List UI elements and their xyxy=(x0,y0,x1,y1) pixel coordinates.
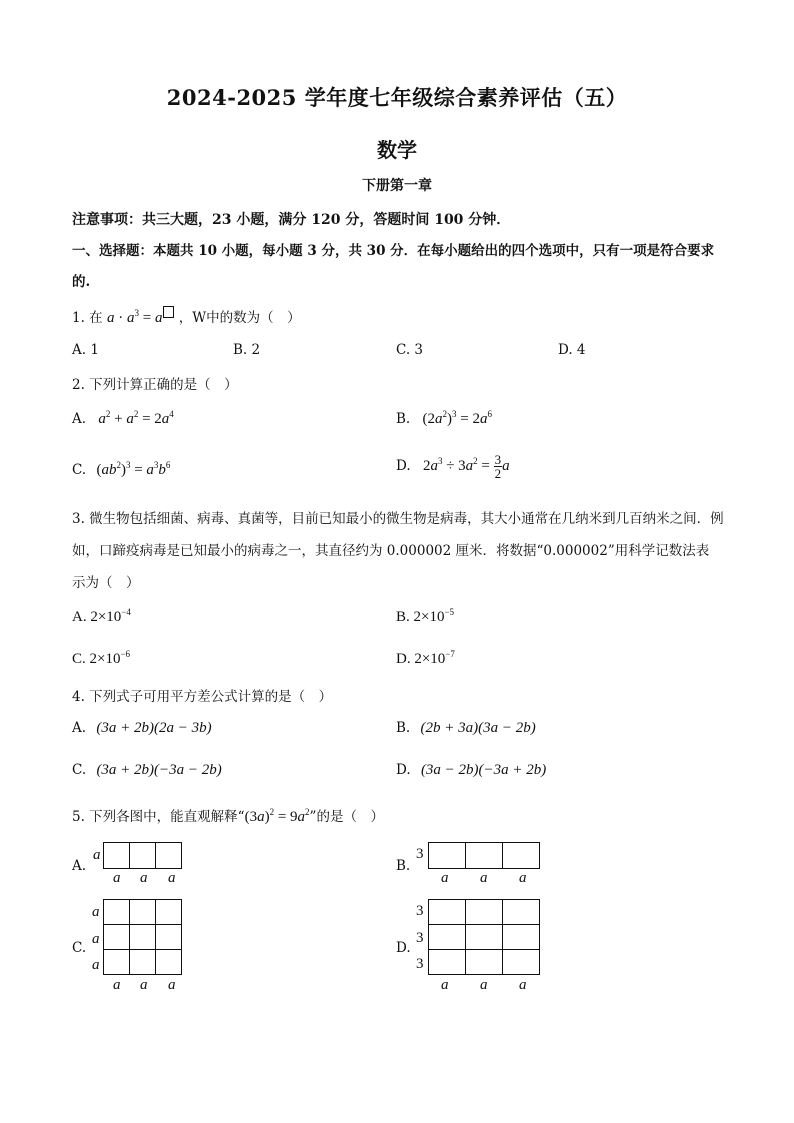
section1-instructions-cont: 的. xyxy=(72,274,91,290)
question-3-line2: 如，口蹄疫病毒是已知最小的病毒之一，其直径约为 0.000002 厘米．将数据“0.000002”用科学记数法表 xyxy=(72,543,710,559)
q3-option-c[interactable]: C. $2\times 10^{-6}$ xyxy=(72,649,131,667)
q4-option-b[interactable]: B. (2b + 3a)(3a − 2b) xyxy=(396,720,536,736)
q5-option-d-label[interactable]: D. xyxy=(396,940,411,956)
q5c-bottom-label-2: a xyxy=(140,977,148,993)
question-4: 4. 下列式子可用平方差公式计算的是（ ） xyxy=(72,689,333,705)
q2-option-b[interactable]: B. $(2a^2)^3 = 2a^6$ xyxy=(396,409,492,427)
q3-option-b[interactable]: B. $2\times 10^{-5}$ xyxy=(396,607,455,625)
q5b-bottom-label-2: a xyxy=(480,870,488,886)
notice: 注意事项：共三大题，23 小题，满分 120 分，答题时间 100 分钟． xyxy=(72,212,511,228)
q2-option-a[interactable]: A. $a^2 + a^2 = 2a^4$ xyxy=(72,409,174,427)
section1-instructions: 一、选择题：本题共 10 小题，每小题 3 分，共 30 分．在每小题给出的四个选项中，只有一项是符合要求 xyxy=(72,243,715,259)
q5a-bottom-label-1: a xyxy=(113,870,121,886)
q5d-bottom-label-1: a xyxy=(441,977,449,993)
q2-option-c[interactable]: C. $(ab^2)^3 = a^3b^6$ xyxy=(72,460,171,478)
q3-option-d[interactable]: D. $2\times 10^{-7}$ xyxy=(396,649,455,667)
q4-option-a[interactable]: A. (3a + 2b)(2a − 3b) xyxy=(72,720,212,736)
q1-suffix: ，W中的数为（ ） xyxy=(178,310,301,326)
exam-title: 2024-2025 学年度七年级综合素养评估（五） xyxy=(166,85,628,110)
question-1 xyxy=(72,306,301,327)
q3-option-a[interactable]: A. $2\times 10^{-4}$ xyxy=(72,607,131,625)
q5d-bottom-label-3: a xyxy=(519,977,527,993)
q5-figure-d[interactable] xyxy=(428,899,540,975)
q5-figure-c[interactable] xyxy=(103,899,182,975)
q5-figure-a[interactable] xyxy=(103,842,182,869)
q5-option-c-label[interactable]: C. xyxy=(72,940,87,956)
q5c-bottom-label-3: a xyxy=(168,977,176,993)
q4-option-d[interactable]: D. (3a − 2b)(−3a + 2b) xyxy=(396,762,547,778)
q5a-side-label: a xyxy=(93,847,101,863)
q2-option-d[interactable]: D. $2a^3 \div 3a^2$ = $\frac{3}{2}$ a xyxy=(396,452,510,481)
q1-option-c[interactable]: C. 3 xyxy=(396,342,424,358)
q1-option-d[interactable]: D. 4 xyxy=(558,342,586,358)
q5a-bottom-label-3: a xyxy=(168,870,176,886)
q4-option-c[interactable]: C. (3a + 2b)(−3a − 2b) xyxy=(72,762,222,778)
q1-prefix: 1. 在 xyxy=(72,310,103,326)
q5c-side-label-1: a xyxy=(92,904,100,920)
q5d-side-label-3: 3 xyxy=(416,956,424,972)
question-3-line3: 示为（ ） xyxy=(72,575,140,591)
q5c-bottom-label-1: a xyxy=(113,977,121,993)
q1-formula: $a \cdot a^3 = a$ xyxy=(107,310,174,326)
subject-title: 数学 xyxy=(377,138,417,162)
q5-option-b-label[interactable]: B. xyxy=(396,858,411,874)
question-2: 2. 下列计算正确的是（ ） xyxy=(72,377,238,393)
q5d-side-label-2: 3 xyxy=(416,930,424,946)
q1-option-b[interactable]: B. 2 xyxy=(233,342,261,358)
chapter-title: 下册第一章 xyxy=(362,178,432,194)
q5-option-a-label[interactable]: A. xyxy=(72,858,87,874)
q5a-bottom-label-2: a xyxy=(140,870,148,886)
q5-figure-b[interactable] xyxy=(428,842,540,869)
q5b-bottom-label-1: a xyxy=(441,870,449,886)
question-5: 5. 下列各图中，能直观解释“$(3a)^2 = 9a^2$”的是（ ） xyxy=(72,807,384,825)
q1-option-a[interactable]: A. 1 xyxy=(72,342,99,358)
question-3-line1: 3. 微生物包括细菌、病毒、真菌等，目前已知最小的微生物是病毒，其大小通常在几纳米到几百纳米之间．例 xyxy=(72,511,724,527)
q5c-side-label-3: a xyxy=(92,957,100,973)
q5c-side-label-2: a xyxy=(92,931,100,947)
q5d-side-label-1: 3 xyxy=(416,903,424,919)
q5b-side-label: 3 xyxy=(416,846,424,862)
q5d-bottom-label-2: a xyxy=(480,977,488,993)
q5b-bottom-label-3: a xyxy=(519,870,527,886)
